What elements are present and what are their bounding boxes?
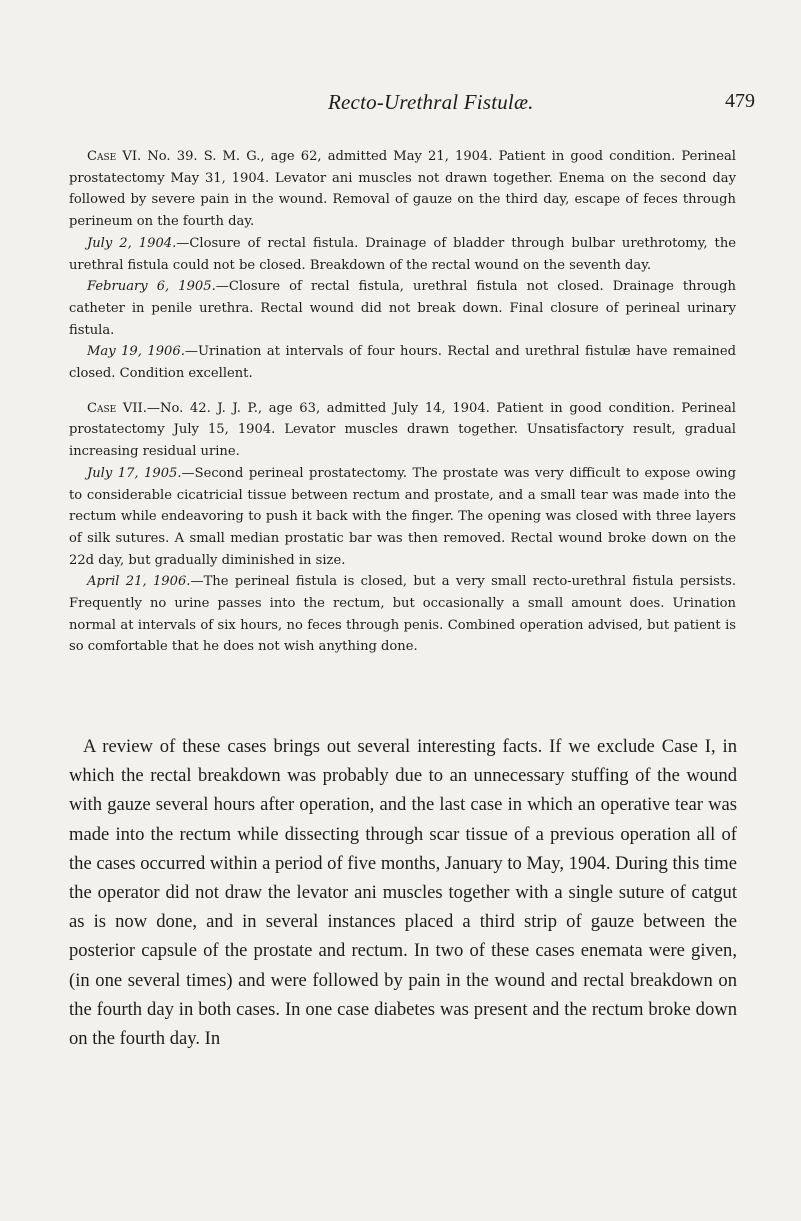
case-vii-entry xyxy=(69,463,736,572)
entry-text: —The perineal fistula is closed, but a very small recto-urethral fistula persists. Frequently no urine passes into the rectum, but occasionally a small amount does. Urination normal at intervals of six hours, no feces through penis. Combined operation advised, but patient is so comfortable that he does not wish anything done. xyxy=(69,574,737,655)
case-vii-intro-text: —No. 42. J. J. P., age 63, admitted July 14, 1904. Patient in good condition. Perineal prostatectomy July 15, 1904. Levator muscles drawn together. Unsatisfactory result, gradual increasing residual urine. xyxy=(69,400,736,460)
case-vii-entry xyxy=(69,571,736,658)
entry-date: May 19, 1906. xyxy=(87,344,185,360)
page-number: 479 xyxy=(725,90,755,112)
running-head xyxy=(70,90,770,118)
case-vi-label: Case VI. xyxy=(87,149,142,164)
review-paragraph: A review of these cases brings out several interesting facts. If we exclude Case I, in which the rectal breakdown was probably due to an unnecessary stuffing of the wound with gauze several hours after operation, and the last case in which an operative tear was made into the rectum while dissecting through scar tissue of a previous operation all of the cases occurred within a period of five months, January to May, 1904. During this time the operator did not draw the levator ani muscles together with a single suture of catgut as is now done, and in several instances placed a third strip of gauze between the posterior capsule of the prostate and rectum. In two of these cases enemata were given, (in one several times) and were followed by pain in the wound and rectal breakdown on the fourth day in both cases. In one case diabetes was present and the rectum broke down on the fourth day. In xyxy=(69,736,738,1050)
entry-text: —Closure of rectal fistula, urethral fistula not closed. Drainage through catheter in penile urethra. Rectal wound did not break down. Final closure of perineal urinary fistula. xyxy=(69,279,736,338)
case-vii-label: Case VII. xyxy=(87,400,147,416)
entry-text: —Urination at intervals of four hours. Rectal and urethral fistulæ have remained closed. Condition excellent. xyxy=(69,344,736,382)
review-section xyxy=(69,732,737,1053)
entry-date: April 21, 1906. xyxy=(87,574,191,590)
case-vi-entry xyxy=(69,233,736,276)
entry-text: —Second perineal prostatectomy. The prostate was very difficult to expose owing to considerable cicatricial tissue between rectum and prostate, and a small tear was made into the rectum while endeavoring to push it back with the finger. The opening was closed with three layers of silk sutures. A small median prostatic bar was then removed. Rectal wound broke down on the 22d day, but gradually diminished in size. xyxy=(69,465,736,568)
running-title: Recto-Urethral Fistulæ. xyxy=(328,90,534,114)
entry-date: July 2, 1904. xyxy=(87,235,177,251)
case-reports xyxy=(69,146,736,658)
case-vi-intro xyxy=(69,146,736,233)
entry-date: July 17, 1905. xyxy=(87,465,182,481)
entry-text: —Closure of rectal fistula. Drainage of bladder through bulbar urethrotomy, the urethral fistula could not be closed. Breakdown of the rectal wound on the seventh day. xyxy=(69,235,737,273)
case-vi-intro-text: No. 39. S. M. G., age 62, admitted May 21, 1904. Patient in good condition. Perineal prostatectomy May 31, 1904. Levator ani muscles not drawn together. Enema on the second day followed by severe pain in the wound. Removal of gauze on the third day, escape of feces through perineum on the fourth day. xyxy=(69,149,736,230)
case-vi-entry xyxy=(69,276,736,341)
case-vi-entry xyxy=(69,341,736,384)
entry-date: February 6, 1905. xyxy=(87,279,216,295)
case-vii-intro xyxy=(69,398,736,463)
